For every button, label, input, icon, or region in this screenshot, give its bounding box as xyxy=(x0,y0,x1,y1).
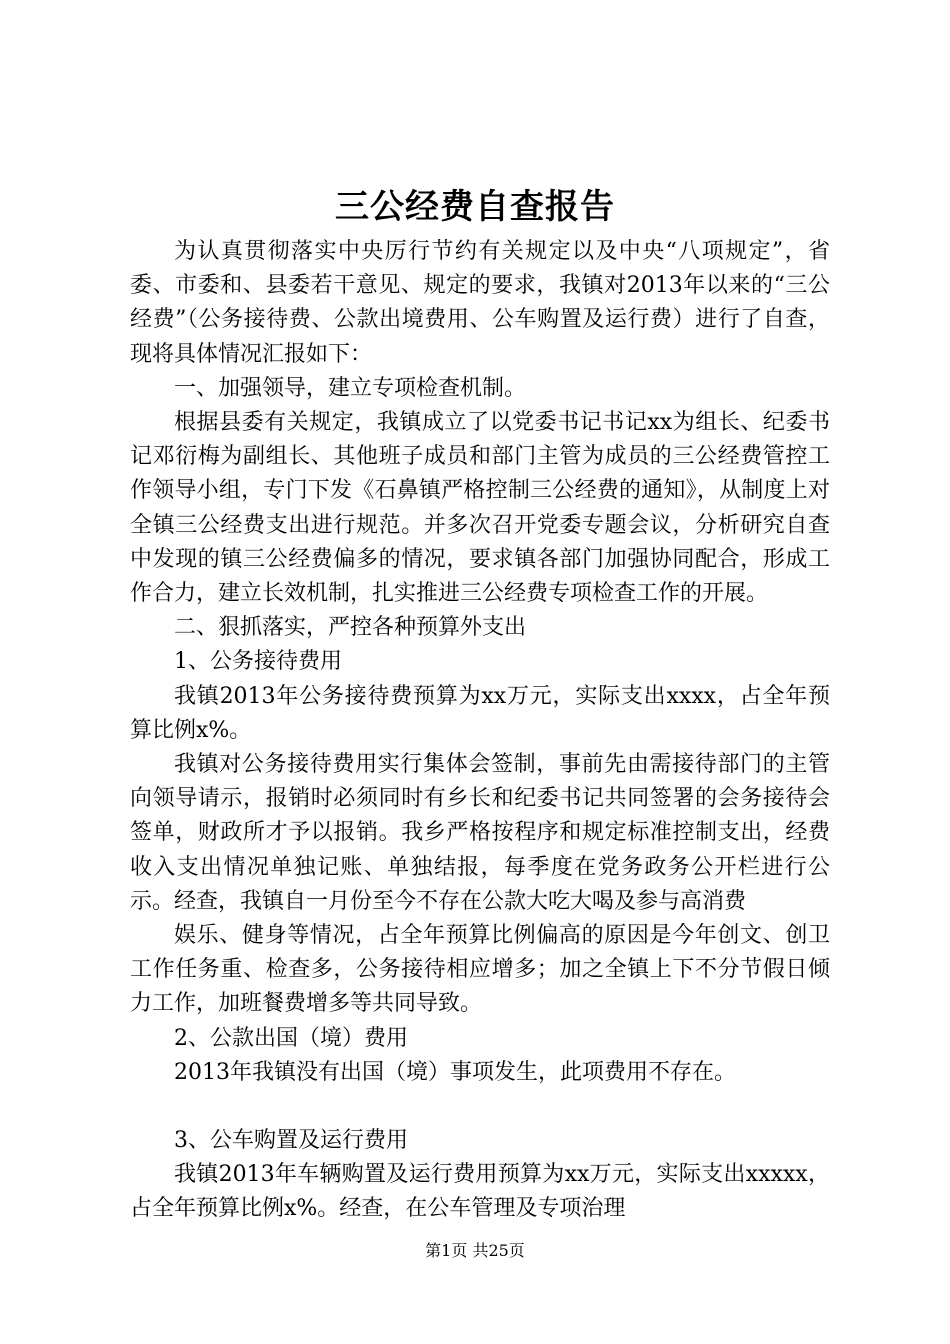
paragraph-leadership: 根据县委有关规定，我镇成立了以党委书记书记xx为组长、纪委书记邓衍梅为副组长、其他班子成员和部门主管为成员的三公经费管控工作领导小组，专门下发《石鼻镇严格控制三公经费的通知》，从制度上对全镇三公经费支出进行规范。并多次召开党委专题会议，分析研究自查中发现的镇三公经费偏多的情况，要求镇各部门加强协同配合，形成工作合力，建立长效机制，扎实推进三公经费专项检查工作的开展。 xyxy=(130,410,830,607)
paragraph-reception-process: 我镇对公务接待费用实行集体会签制，事前先由需接待部门的主管向领导请示，报销时必须同时有乡长和纪委书记共同签署的会务接待会签单，财政所才予以报销。我乡严格按程序和规定标准控制支出，经费收入支出情况单独记账、单独结报，每季度在党务政务公开栏进行公示。经查，我镇自一月份至今不存在公款大吃大喝及参与高消费 xyxy=(130,752,830,914)
document-body xyxy=(130,235,830,1227)
paragraph-vehicles: 我镇2013年车辆购置及运行费用预算为xx万元，实际支出xxxxx，占全年预算比例x%。经查，在公车管理及专项治理 xyxy=(130,1162,830,1222)
paragraph-reception-reason: 娱乐、健身等情况，占全年预算比例偏高的原因是今年创文、创卫工作任务重、检查多，公务接待相应增多；加之全镇上下不分节假日倾力工作，加班餐费增多等共同导致。 xyxy=(130,923,830,1017)
blank-line xyxy=(130,1090,830,1124)
document-title: 三公经费自查报告 xyxy=(335,187,615,227)
section-heading-2: 二、狠抓落实，严控各种预算外支出 xyxy=(174,615,527,641)
paragraph-intro: 为认真贯彻落实中央厉行节约有关规定以及中央“八项规定”，省委、市委和、县委若干意见、规定的要求，我镇对2013年以来的“三公经费”（公务接待费、公款出境费用、公车购置及运行费）进行了自查，现将具体情况汇报如下： xyxy=(130,239,830,367)
paragraph-reception-budget: 我镇2013年公务接待费预算为xx万元，实际支出xxxx，占全年预算比例x%。 xyxy=(130,683,830,743)
subsection-heading-reception: 1、公务接待费用 xyxy=(174,649,342,675)
subsection-heading-vehicles: 3、公车购置及运行费用 xyxy=(174,1128,408,1154)
page-footer: 第1页 共25页 xyxy=(425,1241,525,1260)
subsection-heading-abroad: 2、公款出国（境）费用 xyxy=(174,1025,408,1051)
paragraph-abroad: 2013年我镇没有出国（境）事项发生，此项费用不存在。 xyxy=(174,1059,736,1085)
section-heading-1: 一、加强领导，建立专项检查机制。 xyxy=(174,375,527,401)
